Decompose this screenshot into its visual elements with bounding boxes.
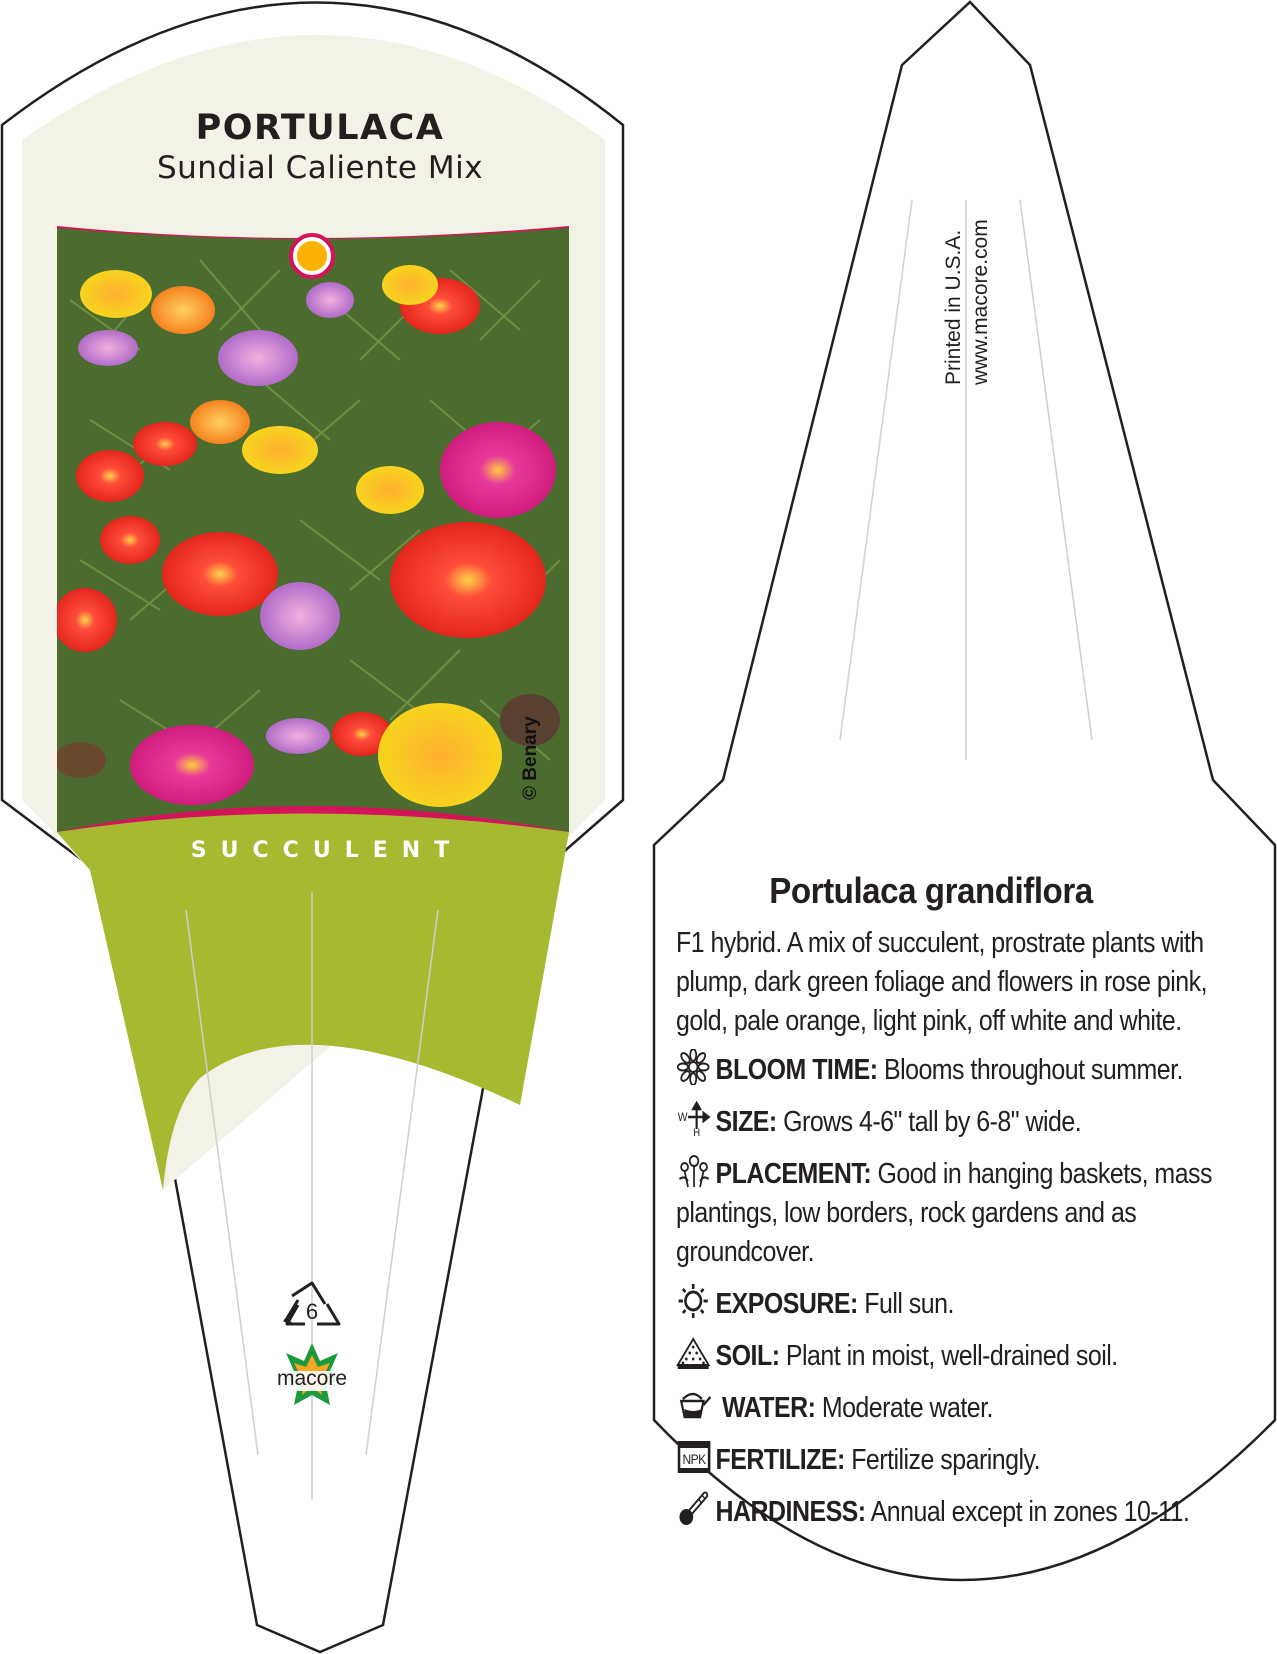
npk-icon [676, 1439, 712, 1473]
variety-name: Sundial Caliente Mix [156, 150, 484, 186]
care-label: SOIL: [715, 1340, 780, 1372]
care-info [676, 870, 1216, 1543]
care-label: BLOOM TIME: [715, 1054, 878, 1086]
size-arrows-icon [676, 1101, 712, 1135]
care-text: Full sun. [864, 1288, 954, 1320]
thermometer-icon [676, 1491, 712, 1525]
brand-name: macore [276, 1367, 348, 1390]
care-text: Fertilize sparingly. [851, 1444, 1041, 1476]
size-w-label: W [677, 1111, 687, 1125]
watering-can-icon [676, 1387, 712, 1421]
website: www.macore.com [969, 219, 992, 385]
care-exposure [676, 1283, 1216, 1324]
flower-photo [53, 228, 569, 832]
care-text: Moderate water. [821, 1392, 993, 1424]
care-water [676, 1387, 1216, 1428]
care-label: SIZE: [715, 1106, 777, 1138]
care-text: Grows 4-6" tall by 6-8" wide. [783, 1106, 1082, 1138]
printed-in: Printed in U.S.A. [942, 229, 965, 385]
care-text: Blooms throughout summer. [883, 1054, 1183, 1086]
size-h-label: H [693, 1127, 700, 1137]
care-placement [676, 1153, 1216, 1272]
care-text: Plant in moist, well-drained soil. [785, 1340, 1118, 1372]
plant-name: PORTULACA [195, 108, 445, 148]
description: F1 hybrid. A mix of succulent, prostrate plants with plump, dark green foliage and flowers in rose pink, gold, pale orange, light pink, off white and white. [676, 927, 1207, 1037]
recycle-code: 6 [305, 1299, 319, 1324]
care-text: Good in hanging baskets, mass plantings, low borders, rock gardens and as groundcover. [676, 1158, 1212, 1268]
category-label: SUCCULENT [190, 838, 464, 863]
print-info [940, 219, 994, 385]
care-bloom-time [676, 1049, 1216, 1090]
care-label: FERTILIZE: [715, 1444, 845, 1476]
sun-icon [676, 1283, 712, 1317]
npk-label: NPK [682, 1451, 706, 1468]
care-label: WATER: [721, 1392, 816, 1424]
care-soil [676, 1335, 1216, 1376]
photo-credit: © Benary [520, 716, 541, 800]
care-text: Annual except in zones 10-11. [870, 1496, 1190, 1528]
care-size [676, 1101, 1216, 1142]
care-label: EXPOSURE: [715, 1288, 858, 1320]
care-label: PLACEMENT: [715, 1158, 872, 1190]
latin-name: Portulaca grandiflora [769, 870, 1093, 911]
care-label: HARDINESS: [715, 1496, 866, 1528]
care-fertilize [676, 1439, 1216, 1480]
soil-icon [676, 1335, 712, 1369]
flower-icon [676, 1049, 712, 1083]
care-hardiness [676, 1491, 1216, 1532]
plant-placement-icon [676, 1153, 712, 1187]
